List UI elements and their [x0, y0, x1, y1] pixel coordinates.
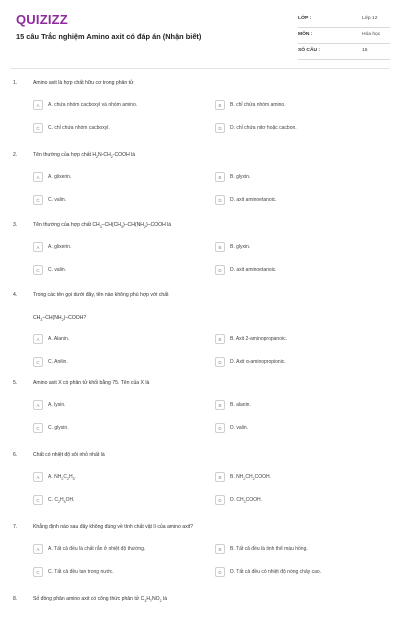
option-text: C. $C_2H_5OH$.: [48, 497, 75, 504]
option-text: D. axit aminoetanoic.: [230, 197, 277, 203]
option-text: D. valin.: [230, 425, 249, 431]
question-number: 7.: [13, 524, 18, 530]
quizizz-logo: QUIZIZZ: [16, 12, 68, 27]
option-key-box[interactable]: C: [33, 357, 43, 367]
answer-option-d[interactable]: [215, 423, 375, 435]
meta-value: Hóa học: [362, 32, 381, 37]
option-key-box[interactable]: C: [33, 495, 43, 505]
question-text: Amino axit là hợp chất hữu cơ trong phân tử: [33, 80, 134, 86]
option-text: B. chỉ chứa nhóm amino.: [230, 102, 286, 108]
question-text: Tên thường của hợp chất $H_2N-CH_2$-COOH là: [33, 152, 136, 160]
option-text: B. Axit 2-aminopropanoic.: [230, 336, 287, 342]
question-text: Trong các tên gọi dưới đây, tên nào không phù hợp với chất: [33, 292, 169, 298]
option-key-box[interactable]: D: [215, 495, 225, 505]
question-item: [0, 218, 400, 288]
option-text: A. Tất cả đều là chất rắn ở nhiệt độ thường.: [48, 546, 146, 552]
option-text: D. Tất cả đều có nhiệt độ nóng chảy cao.: [230, 569, 322, 575]
option-text: C. Tất cả đều tan trong nước.: [48, 569, 114, 575]
option-text: B. glyxin.: [230, 244, 251, 250]
answer-option-a[interactable]: [33, 172, 193, 184]
answer-option-b[interactable]: [215, 544, 375, 556]
meta-label: MÔN :: [298, 32, 313, 37]
question-item: [0, 520, 400, 592]
option-text: D. $CH_3COOH$.: [230, 497, 263, 504]
question-item: [0, 288, 400, 376]
option-key-box[interactable]: C: [33, 265, 43, 275]
page-title: 15 câu Trắc nghiệm Amino axit có đáp án (Nhận biết): [16, 32, 202, 41]
option-key-box[interactable]: D: [215, 265, 225, 275]
option-text: A. glixerin.: [48, 174, 72, 180]
option-key-box[interactable]: C: [33, 195, 43, 205]
option-text: B. alanin.: [230, 402, 251, 408]
option-key-box[interactable]: A: [33, 472, 43, 482]
option-key-box[interactable]: C: [33, 423, 43, 433]
answer-option-a[interactable]: [33, 334, 193, 346]
option-key-box[interactable]: B: [215, 100, 225, 110]
option-key-box[interactable]: D: [215, 567, 225, 577]
option-key-box[interactable]: B: [215, 544, 225, 554]
answer-option-c[interactable]: [33, 423, 193, 435]
answer-option-b[interactable]: [215, 172, 375, 184]
option-key-box[interactable]: C: [33, 123, 43, 133]
meta-row-count: [298, 44, 390, 60]
worksheet-header: [0, 0, 400, 64]
answer-option-b[interactable]: [215, 472, 375, 484]
option-key-box[interactable]: D: [215, 123, 225, 133]
answer-option-b[interactable]: [215, 400, 375, 412]
answer-option-d[interactable]: [215, 495, 375, 507]
option-text: C. Anilin.: [48, 359, 68, 365]
question-item: [0, 76, 400, 148]
question-item: [0, 148, 400, 218]
question-text: Tên thường của hợp chất $CH_3-CH(CH_3)-CH(NH_2)$–COOH là: [33, 222, 172, 230]
option-key-box[interactable]: B: [215, 400, 225, 410]
question-number: 6.: [13, 452, 18, 458]
option-key-box[interactable]: D: [215, 423, 225, 433]
option-text: C. glyxin.: [48, 425, 69, 431]
question-text: Khẳng định nào sau đây không đúng về tính chất vật lí của amino axit?: [33, 524, 193, 530]
option-key-box[interactable]: B: [215, 242, 225, 252]
meta-table: [298, 12, 390, 60]
option-key-box[interactable]: A: [33, 400, 43, 410]
option-key-box[interactable]: A: [33, 172, 43, 182]
option-key-box[interactable]: B: [215, 334, 225, 344]
question-number: 8.: [13, 596, 18, 602]
question-text: Amino axit X có phân tử khối bằng 75. Tên của X là: [33, 380, 150, 386]
option-key-box[interactable]: D: [215, 195, 225, 205]
answer-option-c[interactable]: [33, 495, 193, 507]
meta-value: Lớp 12: [362, 16, 378, 21]
answer-option-d[interactable]: [215, 195, 375, 207]
answer-option-d[interactable]: [215, 265, 375, 277]
answer-option-c[interactable]: [33, 265, 193, 277]
answer-option-a[interactable]: [33, 400, 193, 412]
question-item: [0, 592, 400, 622]
option-key-box[interactable]: A: [33, 242, 43, 252]
option-key-box[interactable]: B: [215, 172, 225, 182]
option-key-box[interactable]: B: [215, 472, 225, 482]
question-number: 2.: [13, 152, 18, 158]
question-item: [0, 448, 400, 520]
option-key-box[interactable]: A: [33, 100, 43, 110]
option-key-box[interactable]: A: [33, 544, 43, 554]
question-number: 3.: [13, 222, 18, 228]
question-text: Chất có nhiệt độ sôi nhỏ nhất là: [33, 452, 105, 458]
option-text: A. $NH_2C_2H_5$.: [48, 474, 76, 481]
question-text: Số đồng phân amino axit có công thức phân tử $C_3H_7NO_2$ là: [33, 596, 168, 604]
meta-row-grade: [298, 12, 390, 28]
option-text: D. axit aminoetanoic.: [230, 267, 277, 273]
answer-option-d[interactable]: [215, 123, 375, 135]
option-text: A. glixerin.: [48, 244, 72, 250]
answer-option-a[interactable]: [33, 100, 193, 112]
option-text: B. $NH_2CH_2COOH$.: [230, 474, 271, 481]
option-text: D. Axit α-aminopropionic.: [230, 359, 286, 365]
option-key-box[interactable]: A: [33, 334, 43, 344]
answer-option-d[interactable]: [215, 567, 375, 579]
answer-option-d[interactable]: [215, 357, 375, 369]
option-text: C. chỉ chứa nhóm cacboxyl.: [48, 125, 110, 131]
option-text: A. Alanin.: [48, 336, 70, 342]
option-text: A. lysin.: [48, 402, 66, 408]
option-text: B. glyxin.: [230, 174, 251, 180]
header-divider: [10, 68, 390, 69]
answer-option-c[interactable]: [33, 123, 193, 135]
question-text-continued: $CH_3-CH(NH_2)$–COOH?: [33, 315, 87, 323]
option-text: B. Tất cả đều là tinh thể màu hồng.: [230, 546, 308, 552]
meta-row-subject: [298, 28, 390, 44]
answer-option-b[interactable]: [215, 334, 375, 346]
option-text: C. valin.: [48, 267, 67, 273]
option-text: A. chứa nhóm cacboxyl và nhóm amino.: [48, 102, 138, 108]
answer-option-a[interactable]: [33, 242, 193, 254]
meta-label: SỐ CÂU :: [298, 48, 321, 53]
question-number: 5.: [13, 380, 18, 386]
answer-option-b[interactable]: [215, 100, 375, 112]
option-key-box[interactable]: D: [215, 357, 225, 367]
meta-value: 15: [362, 48, 368, 53]
question-number: 1.: [13, 80, 18, 86]
answer-option-c[interactable]: [33, 195, 193, 207]
answer-option-c[interactable]: [33, 357, 193, 369]
answer-option-a[interactable]: [33, 472, 193, 484]
question-number: 4.: [13, 292, 18, 298]
option-key-box[interactable]: C: [33, 567, 43, 577]
question-item: [0, 376, 400, 448]
option-text: D. chỉ chứa nitơ hoặc cacbon.: [230, 125, 297, 131]
option-text: C. valin.: [48, 197, 67, 203]
meta-label: LỚP :: [298, 16, 312, 21]
answer-option-c[interactable]: [33, 567, 193, 579]
answer-option-a[interactable]: [33, 544, 193, 556]
answer-option-b[interactable]: [215, 242, 375, 254]
